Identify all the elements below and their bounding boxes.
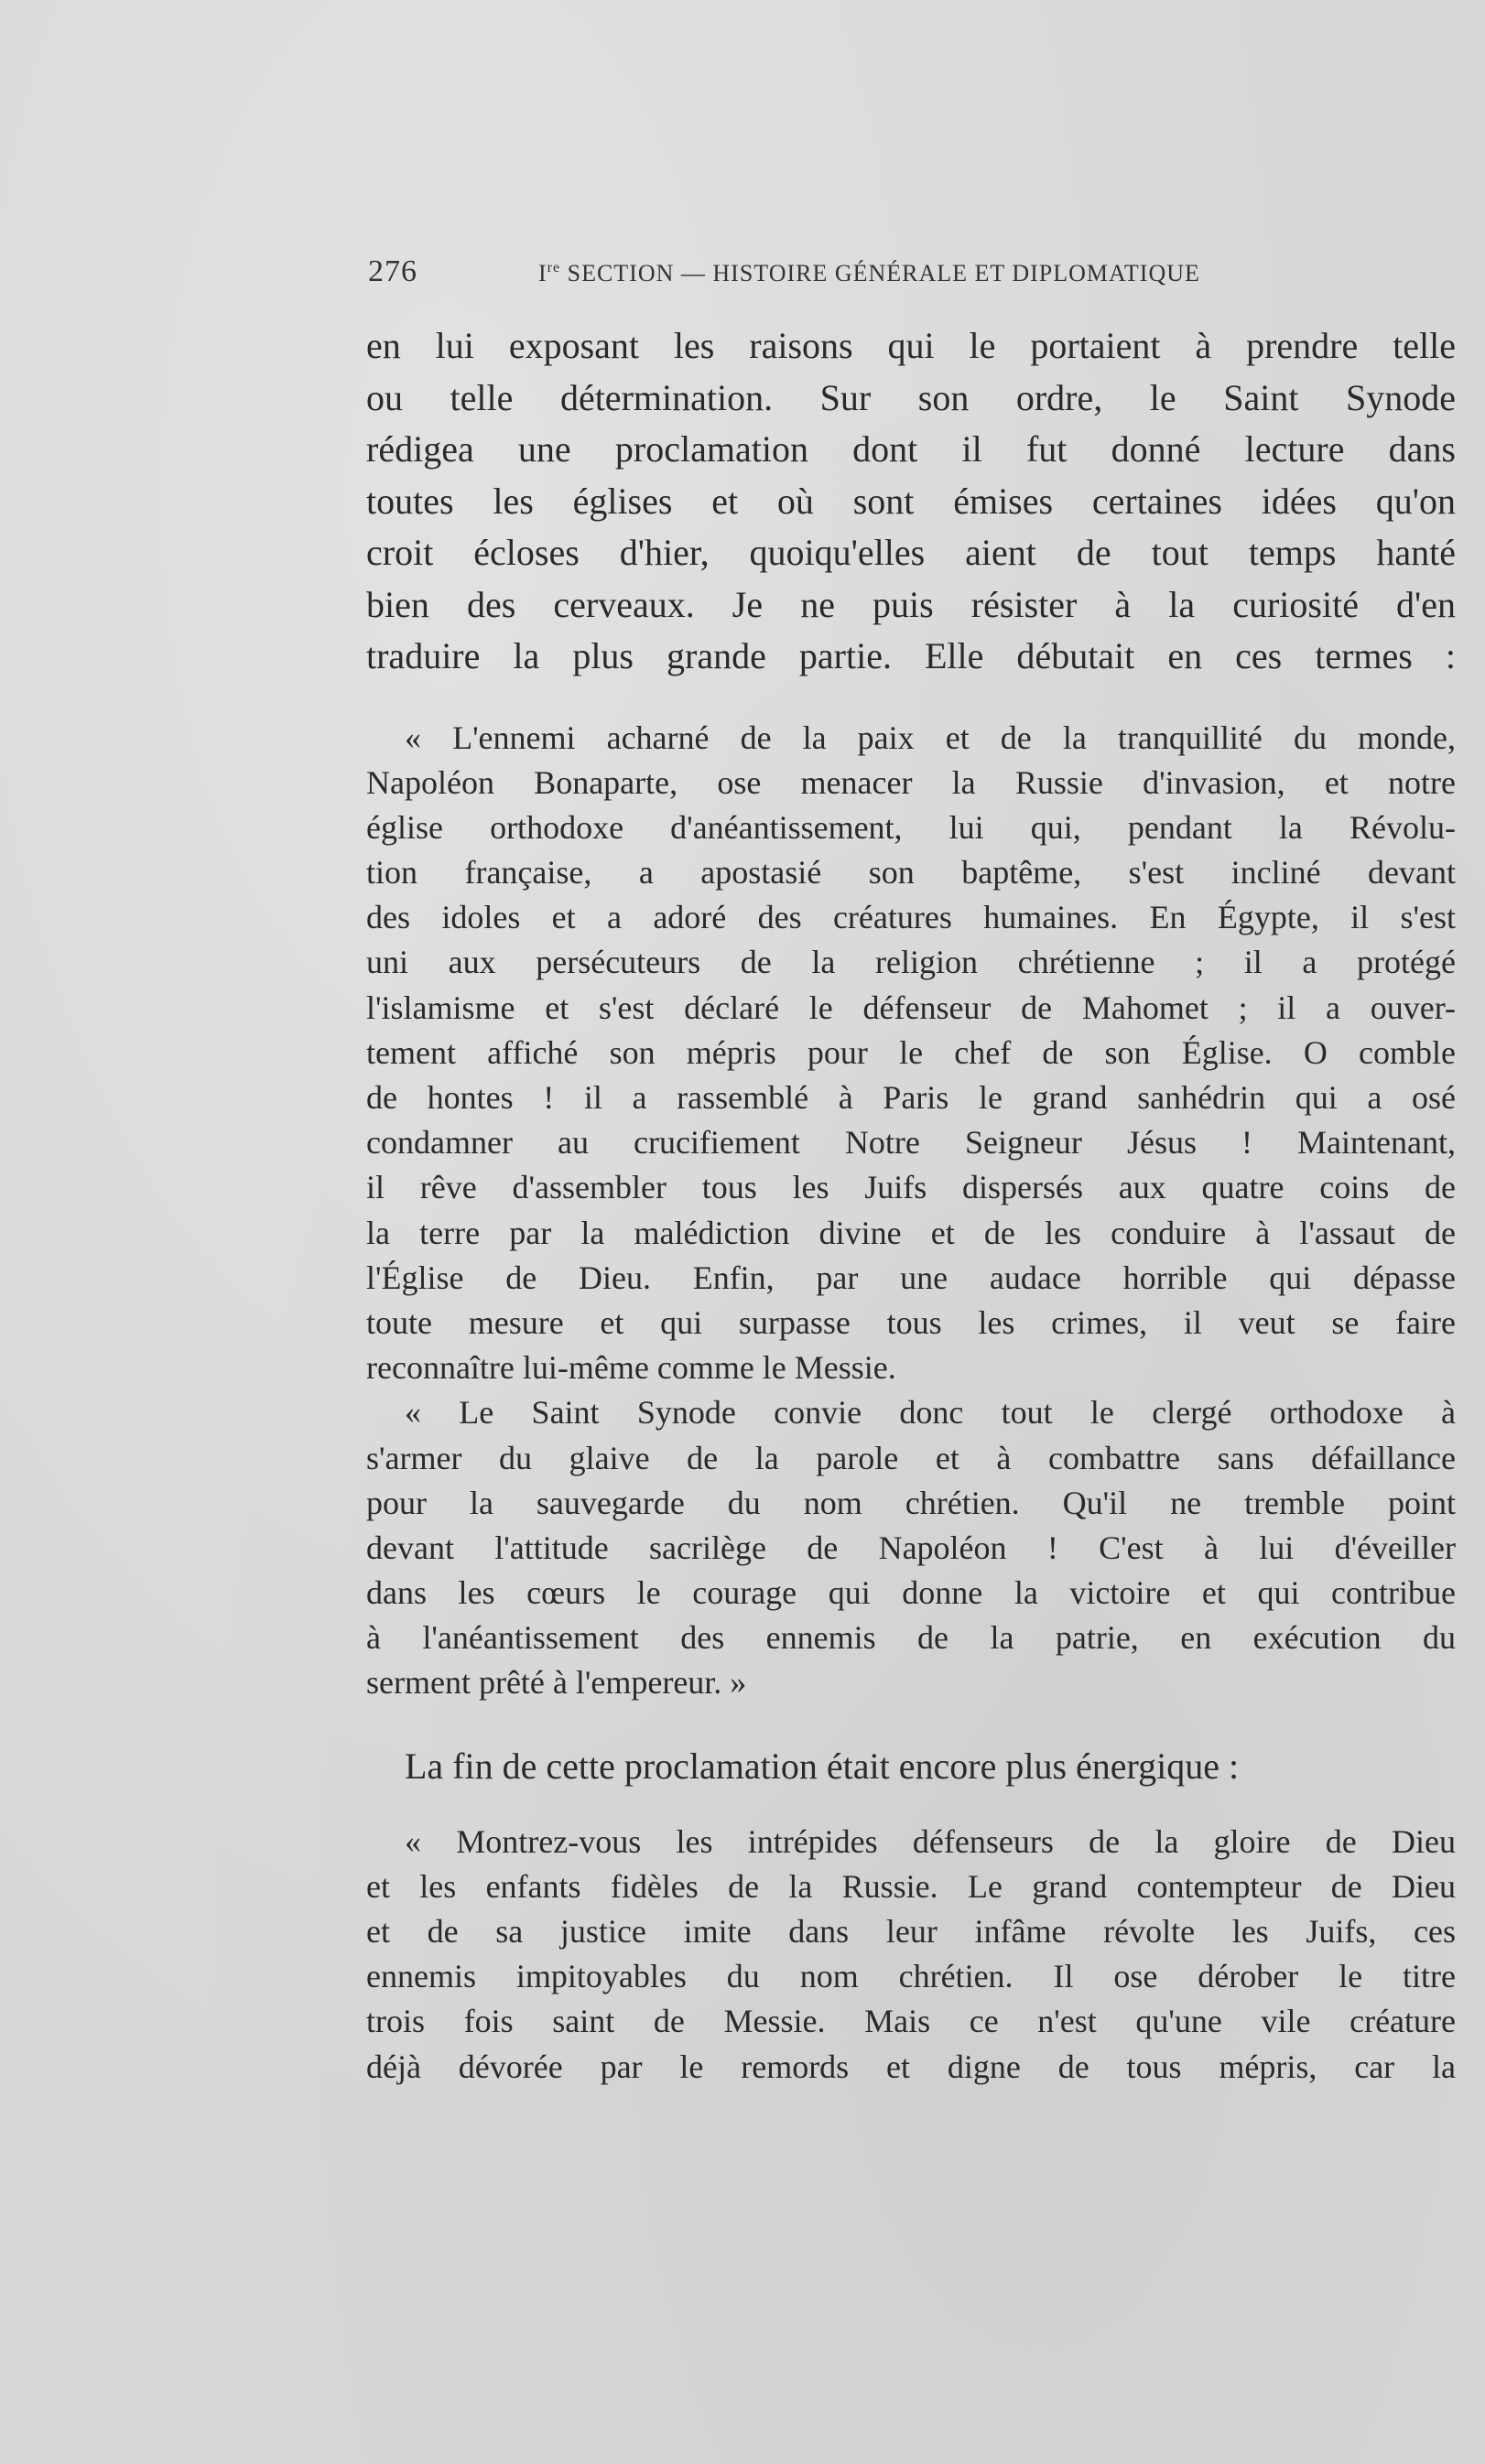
transition-sentence: La fin de cette proclamation était encore plus énergique : bbox=[405, 1745, 1240, 1787]
text-line: devant l'attitude sacrilège de Napoléon ! C'est à lui d'éveiller bbox=[366, 1529, 1456, 1566]
text-line: il rêve d'assembler tous les Juifs dispersés aux quatre coins de bbox=[366, 1169, 1456, 1206]
page-number: 276 bbox=[368, 254, 417, 288]
text-line: trois fois saint de Messie. Mais ce n'est qu'une vile créature bbox=[366, 2003, 1456, 2040]
text-line: serment prêté à l'empereur. » bbox=[366, 1664, 747, 1702]
text-line: « Le Saint Synode convie donc tout le clergé orthodoxe à bbox=[405, 1394, 1456, 1432]
text-line: ou telle détermination. Sur son ordre, le Saint Synode bbox=[366, 376, 1456, 418]
text-line: toutes les églises et où sont émises certaines idées qu'on bbox=[366, 480, 1456, 522]
text-line: déjà dévorée par le remords et digne de tous mépris, car la bbox=[366, 2048, 1456, 2085]
text-line: dans les cœurs le courage qui donne la victoire et qui contribue bbox=[366, 1574, 1456, 1612]
text-line: en lui exposant les raisons qui le portaient à prendre telle bbox=[366, 325, 1456, 366]
text-line: église orthodoxe d'anéantissement, lui qui, pendant la Révolu- bbox=[366, 808, 1456, 846]
page-header bbox=[368, 254, 1302, 295]
text-line: uni aux persécuteurs de la religion chrétienne ; il a protégé bbox=[366, 944, 1456, 981]
text-line: pour la sauvegarde du nom chrétien. Qu'il ne tremble point bbox=[366, 1484, 1456, 1521]
text-line: la terre par la malédiction divine et de les conduire à l'assaut de bbox=[366, 1214, 1456, 1251]
text-line: l'islamisme et s'est déclaré le défenseur de Mahomet ; il a ouver- bbox=[366, 989, 1456, 1026]
text-line: rédigea une proclamation dont il fut donné lecture dans bbox=[366, 428, 1456, 470]
text-line: l'Église de Dieu. Enfin, par une audace horrible qui dépasse bbox=[366, 1259, 1456, 1296]
proclamation-paragraph-1 bbox=[366, 716, 1456, 1391]
text-line: Napoléon Bonaparte, ose menacer la Russie d'invasion, et notre bbox=[366, 763, 1456, 801]
intro-paragraph bbox=[366, 320, 1456, 683]
text-line: condamner au crucifiement Notre Seigneur Jésus ! Maintenant, bbox=[366, 1124, 1456, 1162]
text-line: reconnaître lui-même comme le Messie. bbox=[366, 1349, 896, 1387]
text-line: tion française, a apostasié son baptême, s'est incliné devant bbox=[366, 854, 1456, 892]
text-line: tement affiché son mépris pour le chef de son Église. O comble bbox=[366, 1033, 1456, 1071]
text-line: de hontes ! il a rassemblé à Paris le grand sanhédrin qui a osé bbox=[366, 1079, 1456, 1116]
text-line: et de sa justice imite dans leur infâme révolte les Juifs, ces bbox=[366, 1913, 1456, 1950]
section-ordinal: I bbox=[538, 260, 547, 286]
running-head bbox=[538, 260, 1200, 287]
text-line: croit écloses d'hier, quoiqu'elles aient de tout temps hanté bbox=[366, 532, 1456, 573]
text-line: et les enfants fidèles de la Russie. Le grand contempteur de Dieu bbox=[366, 1867, 1456, 1905]
section-ordinal-suffix: re bbox=[547, 260, 561, 276]
text-line: toute mesure et qui surpasse tous les crimes, il veut se faire bbox=[366, 1303, 1456, 1341]
proclamation-ending-paragraph bbox=[366, 1820, 1456, 2090]
proclamation-paragraph-2 bbox=[366, 1390, 1456, 1705]
running-head-title: SECTION — HISTOIRE GÉNÉRALE ET DIPLOMATIQUE bbox=[567, 260, 1200, 286]
page-body bbox=[366, 320, 1456, 2090]
text-line: « Montrez-vous les intrépides défenseurs de la gloire de Dieu bbox=[405, 1822, 1456, 1860]
text-line: s'armer du glaive de la parole et à combattre sans défaillance bbox=[366, 1439, 1456, 1476]
text-line: ennemis impitoyables du nom chrétien. Il ose dérober le titre bbox=[366, 1958, 1456, 1995]
text-line: à l'anéantissement des ennemis de la patrie, en exécution du bbox=[366, 1619, 1456, 1657]
text-line: traduire la plus grande partie. Elle débutait en ces termes : bbox=[366, 635, 1456, 676]
text-line: des idoles et a adoré des créatures humaines. En Égypte, il s'est bbox=[366, 899, 1456, 936]
text-line: bien des cerveaux. Je ne puis résister à la curiosité d'en bbox=[366, 583, 1456, 625]
text-line: « L'ennemi acharné de la paix et de la tranquillité du monde, bbox=[405, 719, 1456, 756]
